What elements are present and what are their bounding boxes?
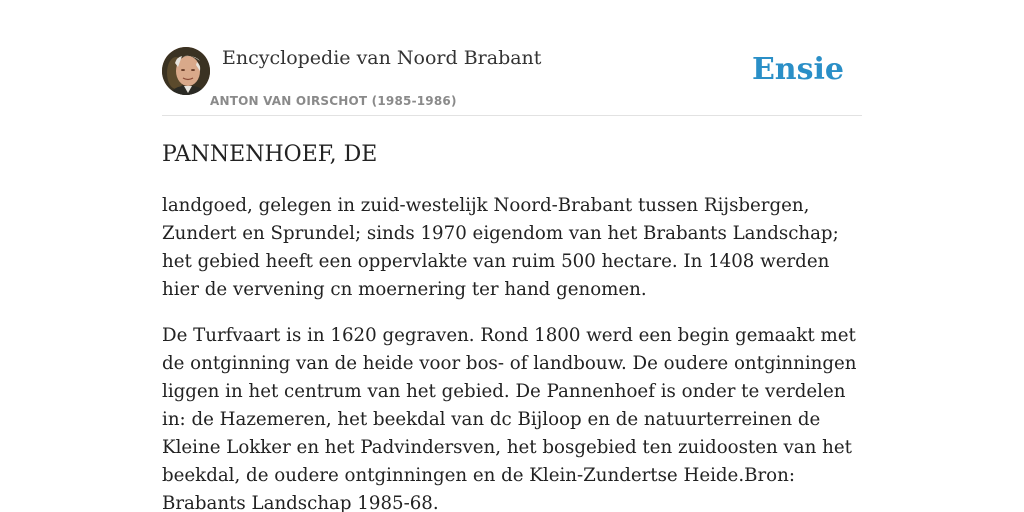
entry-paragraph: landgoed, gelegen in zuid-westelijk Noord-Brabant tussen Rijsbergen, Zundert en Sprundel; sinds 1970 eigendom van het Brabants Landschap; het gebied heeft een oppervlakte van ruim 500 hectare. In 1408 werden hier de vervening cn moernering ter hand genomen. [162, 195, 839, 300]
author-avatar[interactable] [162, 47, 210, 95]
entry-paragraph: De Turfvaart is in 1620 gegraven. Rond 1800 werd een begin gemaakt met de ontginning van de heide voor bos- of landbouw. De oudere ontginningen liggen in het centrum van het gebied. De Pannenhoef is onder te verdelen in: de Hazemeren, het beekdal van dc Bijloop en de natuurterreinen de Kleine Lokker en het Padvindersven, het bosgebied ten zuidoosten van het beekdal, de oudere ontginningen en de Klein-Zundertse Heide.Bron: Brabants Landschap 1985-68. [162, 325, 857, 512]
header-divider [162, 115, 862, 116]
brand-logo[interactable]: Ensie [751, 52, 844, 87]
entry-title: PANNENHOEF, DE [162, 142, 378, 167]
author-portrait-icon [162, 47, 210, 95]
entry-content [162, 192, 862, 512]
source-title[interactable]: Encyclopedie van Noord Brabant [222, 47, 542, 69]
author-name[interactable]: ANTON VAN OIRSCHOT (1985-1986) [210, 94, 457, 108]
